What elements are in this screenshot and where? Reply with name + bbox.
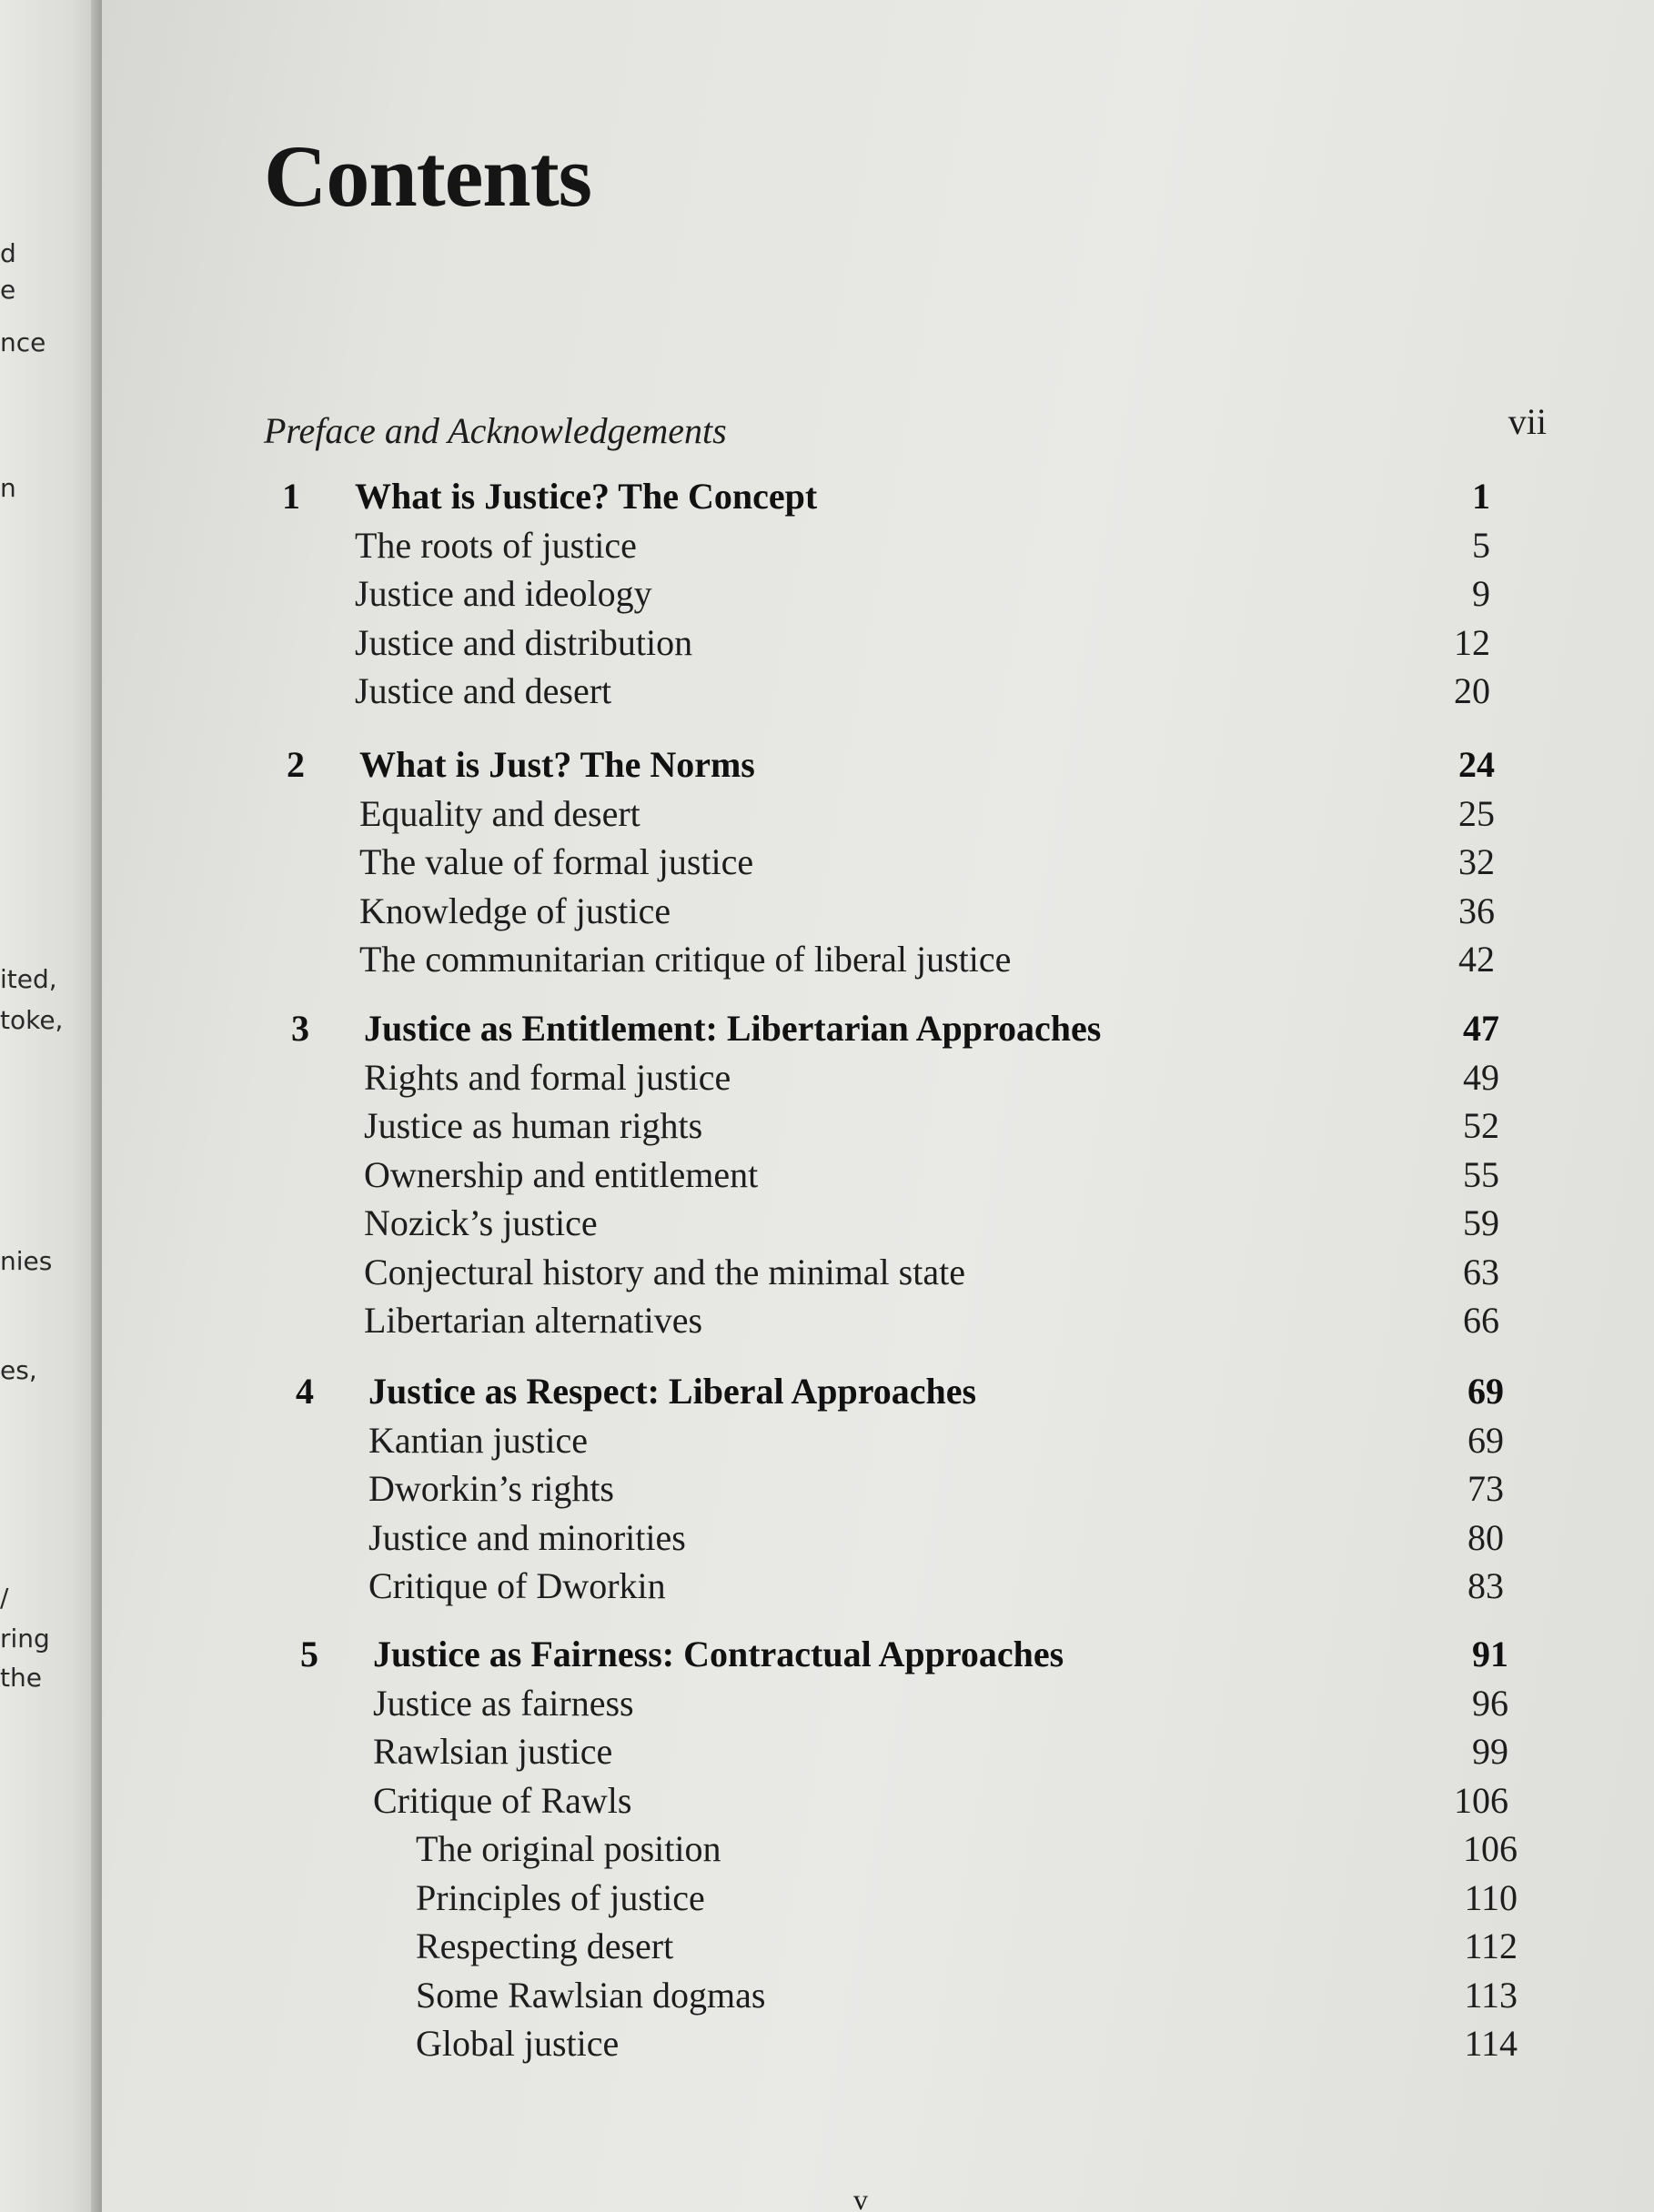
chapter-4 xyxy=(102,1370,1654,1614)
toc-section xyxy=(102,1153,1654,1202)
section-label: Rawlsian justice xyxy=(373,1731,613,1772)
toc-section xyxy=(102,890,1654,939)
toc-section xyxy=(102,669,1654,719)
section-page: 112 xyxy=(1464,1925,1518,1966)
toc-subsection xyxy=(102,1876,1654,1925)
page-title: Contents xyxy=(264,127,592,225)
section-label: Kantian justice xyxy=(368,1419,589,1461)
section-page: 99 xyxy=(1472,1731,1508,1772)
toc-section xyxy=(102,938,1654,987)
section-label: Justice as fairness xyxy=(373,1682,634,1724)
section-label: The communitarian critique of liberal justice xyxy=(359,939,1012,980)
chapter-heading xyxy=(102,475,1654,524)
toc-section xyxy=(102,840,1654,890)
chapter-5 xyxy=(102,1633,1654,2071)
section-page: 36 xyxy=(1458,890,1495,931)
section-label: Justice and distribution xyxy=(355,621,693,663)
section-page: 5 xyxy=(1472,524,1490,566)
chapter-number: 5 xyxy=(300,1634,318,1674)
section-label: Knowledge of justice xyxy=(359,890,671,931)
left-page-fragment: toke, xyxy=(0,1005,64,1035)
section-label: Respecting desert xyxy=(416,1925,674,1966)
section-page: 73 xyxy=(1467,1468,1504,1509)
page-number: v xyxy=(853,2183,868,2212)
chapter-title: Justice as Respect: Liberal Approaches xyxy=(368,1371,977,1412)
section-label: Conjectural history and the minimal state xyxy=(364,1251,965,1292)
section-label: The value of formal justice xyxy=(359,841,754,882)
left-page-fragment: ited, xyxy=(0,964,57,994)
section-label: Justice and desert xyxy=(355,670,612,711)
toc-section xyxy=(102,1516,1654,1565)
section-page: 110 xyxy=(1464,1876,1518,1918)
chapter-2 xyxy=(102,743,1654,987)
section-page: 96 xyxy=(1472,1682,1508,1724)
left-page-fragment: the xyxy=(0,1663,42,1693)
section-label: Libertarian alternatives xyxy=(364,1300,703,1341)
section-page: 49 xyxy=(1463,1056,1499,1098)
left-page-fragment: n xyxy=(0,473,16,503)
toc-section xyxy=(102,792,1654,841)
section-page: 106 xyxy=(1463,1828,1518,1869)
section-label: Justice and ideology xyxy=(355,573,652,614)
section-page: 106 xyxy=(1454,1779,1508,1821)
chapter-number: 3 xyxy=(291,1008,309,1049)
preface-label: Preface and Acknowledgements xyxy=(264,410,727,451)
toc-section xyxy=(102,1564,1654,1614)
toc-subsection xyxy=(102,1974,1654,2023)
toc-section xyxy=(102,621,1654,670)
chapter-number: 1 xyxy=(282,476,300,517)
section-page: 69 xyxy=(1467,1419,1504,1461)
left-page-fragment: nies xyxy=(0,1246,53,1276)
section-label: Equality and desert xyxy=(359,792,640,834)
toc-section xyxy=(102,1467,1654,1516)
section-page: 25 xyxy=(1458,792,1495,834)
section-label: Critique of Dworkin xyxy=(368,1565,666,1606)
toc-section xyxy=(102,1251,1654,1300)
toc-subsection xyxy=(102,1827,1654,1876)
section-page: 9 xyxy=(1472,573,1490,614)
section-label: Principles of justice xyxy=(416,1876,705,1918)
chapter-title: What is Just? The Norms xyxy=(359,744,755,785)
section-label: Ownership and entitlement xyxy=(364,1153,759,1195)
chapter-page: 1 xyxy=(1472,476,1490,517)
section-label: Critique of Rawls xyxy=(373,1779,632,1821)
section-page: 83 xyxy=(1467,1565,1504,1606)
preface-entry xyxy=(264,401,1547,452)
chapter-1 xyxy=(102,475,1654,719)
section-page: 113 xyxy=(1464,1974,1518,2016)
section-label: Some Rawlsian dogmas xyxy=(416,1974,766,2016)
section-label: Justice and minorities xyxy=(368,1516,686,1558)
section-page: 42 xyxy=(1458,939,1495,980)
toc-section xyxy=(102,1730,1654,1779)
chapter-heading xyxy=(102,1370,1654,1419)
chapter-title: What is Justice? The Concept xyxy=(355,476,818,517)
chapter-number: 2 xyxy=(287,744,305,785)
left-page-fragment: es, xyxy=(0,1355,37,1385)
section-page: 63 xyxy=(1463,1251,1499,1292)
section-label: Nozick’s justice xyxy=(364,1202,598,1243)
section-label: Dworkin’s rights xyxy=(368,1468,614,1509)
toc-section xyxy=(102,1779,1654,1828)
section-page: 20 xyxy=(1454,670,1490,711)
section-page: 59 xyxy=(1463,1202,1499,1243)
section-page: 52 xyxy=(1463,1105,1499,1146)
left-page-edge xyxy=(0,0,102,2212)
left-page-fragment: / xyxy=(0,1583,9,1613)
toc-subsection xyxy=(102,2022,1654,2071)
toc-subsection xyxy=(102,1925,1654,1974)
chapter-page: 91 xyxy=(1472,1634,1508,1674)
toc-section xyxy=(102,572,1654,621)
section-page: 55 xyxy=(1463,1153,1499,1195)
left-page-fragment: nce xyxy=(0,327,46,357)
toc-section xyxy=(102,1299,1654,1348)
chapter-title: Justice as Fairness: Contractual Approaches xyxy=(373,1634,1064,1674)
contents-page xyxy=(102,0,1654,2212)
left-page-fragment: d xyxy=(0,238,16,268)
section-page: 80 xyxy=(1467,1516,1504,1558)
chapter-heading xyxy=(102,1007,1654,1056)
toc-section xyxy=(102,1419,1654,1468)
chapter-heading xyxy=(102,1633,1654,1682)
toc-section xyxy=(102,524,1654,573)
section-label: The roots of justice xyxy=(355,524,637,566)
chapter-3 xyxy=(102,1007,1654,1348)
chapter-number: 4 xyxy=(296,1371,314,1412)
chapter-page: 24 xyxy=(1458,744,1495,785)
chapter-heading xyxy=(102,743,1654,792)
toc-section xyxy=(102,1104,1654,1153)
chapter-title: Justice as Entitlement: Libertarian Approaches xyxy=(364,1008,1102,1049)
section-page: 114 xyxy=(1464,2023,1518,2064)
section-label: The original position xyxy=(416,1828,721,1869)
section-page: 32 xyxy=(1458,841,1495,882)
section-label: Justice as human rights xyxy=(364,1105,703,1146)
section-page: 66 xyxy=(1463,1300,1499,1341)
toc-section xyxy=(102,1056,1654,1105)
preface-page: vii xyxy=(1508,401,1547,442)
toc-section xyxy=(102,1682,1654,1731)
chapter-page: 47 xyxy=(1463,1008,1499,1049)
section-label: Global justice xyxy=(416,2023,620,2064)
section-label: Rights and formal justice xyxy=(364,1056,731,1098)
toc-section xyxy=(102,1202,1654,1251)
section-page: 12 xyxy=(1454,621,1490,663)
chapter-page: 69 xyxy=(1467,1371,1504,1412)
left-page-fragment: ring xyxy=(0,1624,50,1654)
left-page-fragment: e xyxy=(0,275,16,305)
